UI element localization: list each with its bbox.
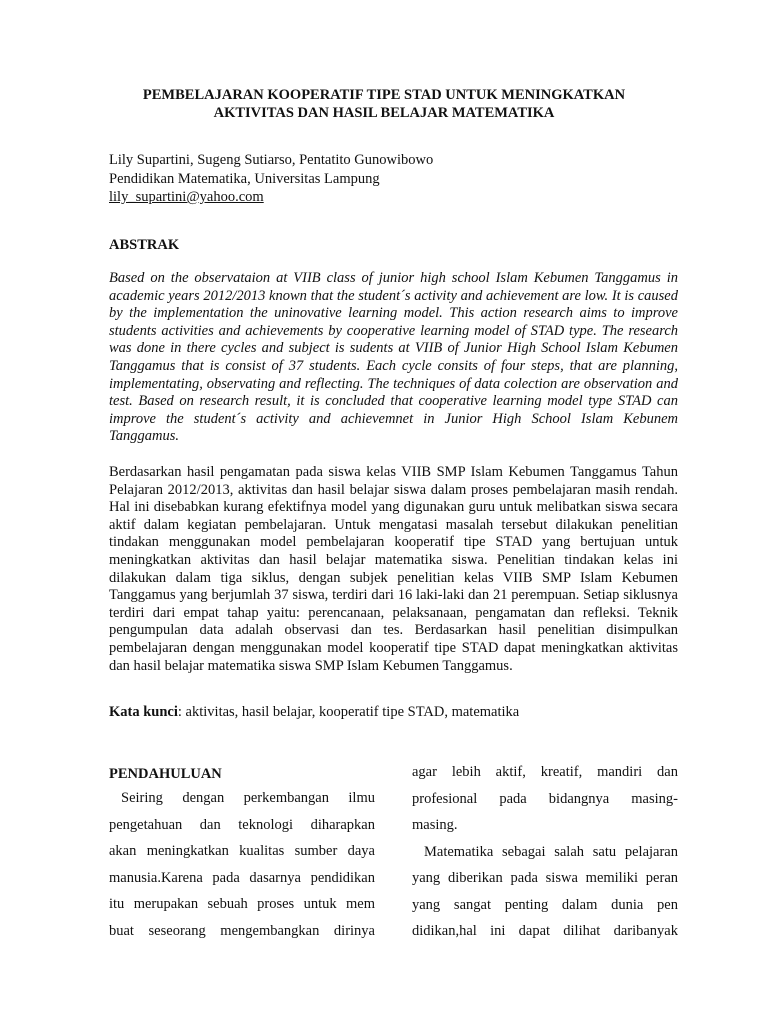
column-right [412,764,678,950]
body-line: Matematika sebagai salah satu pelajaran [424,843,678,860]
column-left [109,764,375,949]
author-affiliation: Pendidikan Matematika, Universitas Lampung [109,170,380,187]
keywords-label: Kata kunci [109,704,178,720]
body-line: itu merupakan sebuah proses untuk mem [109,896,375,912]
author-email-link[interactable]: lily_supartini@yahoo.com [109,189,264,205]
body-line: yang sangat penting dalam dunia pen [412,896,678,913]
author-names: Lily Supartini, Sugeng Sutiarso, Pentatito Gunowibowo [109,152,434,168]
body-line: didikan,hal ini dapat dilihat daribanyak [412,923,678,939]
body-line: agar lebih aktif, kreatif, mandiri dan [412,764,678,780]
abstract-heading: ABSTRAK [109,237,180,253]
body-line: manusia.Karena pada dasarnya pendidikan [109,869,375,886]
keywords-text: : aktivitas, hasil belajar, kooperatif tipe STAD, matematika [177,704,520,720]
body-line: profesional pada bidangnya masing- [412,790,678,807]
body-line: akan meningkatkan kualitas sumber daya [109,843,375,859]
title-line-2: AKTIVITAS DAN HASIL BELAJAR MATEMATIKA [213,105,555,121]
section-heading-pendahuluan: PENDAHULUAN [109,766,222,782]
body-line: Seiring dengan perkembangan ilmu [121,790,375,806]
abstract-indonesian: Berdasarkan hasil pengamatan pada siswa kelas VIIB SMP Islam Kebumen Tanggamus Tahun Pelajaran 2012/2013, aktivitas dan hasil belajar siswa dalam proses pembelajaran masih rendah. Hal ini disebabkan kurang efektifnya model yang digunakan guru untuk melibatkan siswa secara aktif dalam kegiatan pembelajaran. Untuk mengatasi masalah tersebut dilakukan penelitian tindakan menggunakan model pembelajaran kooperatif tipe STAD yang bertujuan untuk meningkatkan aktivitas dan hasil belajar matematika siswa. Penelitian tindakan kelas ini dilakukan dalam tiga siklus, dengan subjek penelitian kelas VIIB SMP Islam Kebumen Tanggamus yang berjumlah 37 siswa, terdiri dari 16 laki-laki dan 21 perempuan. Setiap siklusnya terdiri dari empat tahap yaitu: perencanaan, pelaksanaan, pengamatan dan refleksi. Teknik pengumpulan data adalah observasi dan tes. Berdasarkan hasil penelitian disimpulkan pembelajaran dengan menggunakan model kooperatif tipe STAD dapat meningkatkan aktivitas dan hasil belajar matematika siswa SMP Islam Kebumen Tanggamus. [109,464,678,674]
body-line: buat seseorang mengembangkan dirinya [109,922,375,939]
keywords [109,704,519,721]
title-line-1: PEMBELAJARAN KOOPERATIF TIPE STAD UNTUK MENINGKATKAN [142,87,626,103]
abstract-english: Based on the observataion at VIIB class of junior high school Islam Kebumen Tanggamus in academic years 2012/2013 known that the student´s activity and achievement are low. It is caused by the implementation the uninovative learning model. This action research aims to improve students activities and achievements by cooperative learning model of STAD type. The research was done in there cycles and subject is sudents at VIIB of Junior High School Islam Kebumen Tanggamus that is consist of 37 students. Each cycle consits of four steps, that are planning, implementating, observating and reflecting. The techniques of data colection are observation and test. Based on research result, it is concluded that cooperative learning model type STAD can improve the student´s activity and achievemnet in Junior High School Islam Kebunem Tanggamus. [109,270,678,445]
body-line: masing. [412,817,458,833]
body-line: yang diberikan pada siswa memiliki peran [412,870,678,886]
paper-title [100,86,668,122]
body-line: pengetahuan dan teknologi diharapkan [109,816,375,833]
author-block [109,151,433,207]
